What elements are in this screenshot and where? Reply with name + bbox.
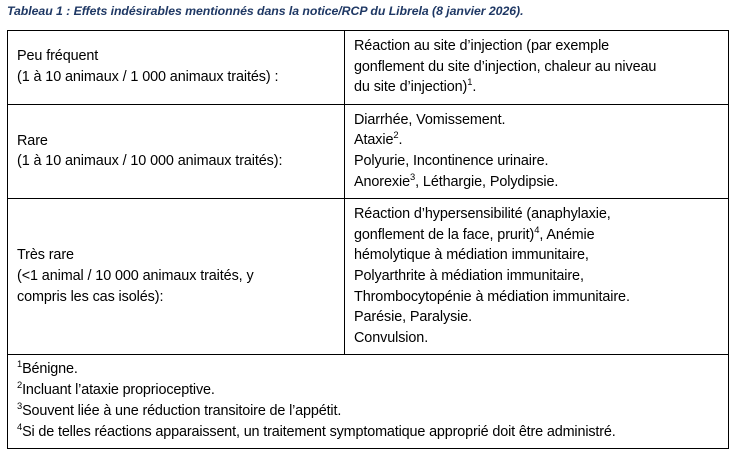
- effect-line: Thrombocytopénie à médiation immunitaire.: [354, 288, 630, 305]
- table-container: [7, 30, 728, 449]
- effect-line: Diarrhée, Vomissement.: [354, 111, 506, 128]
- effect-line: Anorexie$^3$, Léthargie, Polydipsie.: [354, 170, 559, 190]
- frequency-range-line: (1 à 10 animaux / 10 000 animaux traités):: [17, 153, 283, 170]
- table-row: [8, 199, 729, 355]
- effect-line: Polyarthrite à médiation immunitaire,: [354, 267, 584, 284]
- frequency-label-line: Peu fréquent: [17, 48, 99, 65]
- adverse-effects-table: [7, 30, 729, 449]
- frequency-cell-peu-frequent: [8, 31, 345, 105]
- table-row: [8, 104, 729, 198]
- footnote-item: $^3$Souvent liée à une réduction transitoire de l’appétit.: [17, 400, 342, 420]
- effect-line: Convulsion.: [354, 329, 429, 346]
- effect-line: Ataxie$^2$.: [354, 129, 403, 149]
- effect-line: Réaction au site d’injection (par exemple: [354, 38, 610, 54]
- effect-line: du site d’injection)$^1$.: [354, 76, 477, 96]
- frequency-cell-rare: [8, 104, 345, 198]
- footnote-item: $^4$Si de telles réactions apparaissent, un traitement symptomatique approprié doit être administré.: [17, 421, 616, 441]
- effect-line: gonflement de la face, prurit)$^4$, Anémie: [354, 223, 595, 243]
- frequency-range-line: (1 à 10 animaux / 1 000 animaux traités) :: [17, 68, 279, 85]
- effect-line: Polyurie, Incontinence urinaire.: [354, 152, 549, 169]
- effects-cell-peu-frequent: [345, 31, 729, 105]
- effects-cell-rare: [345, 104, 729, 198]
- effect-line: Parésie, Paralysie.: [354, 309, 473, 326]
- effects-cell-tres-rare: [345, 199, 729, 355]
- footnotes-cell: [8, 355, 729, 449]
- effect-line: hémolytique à médiation immunitaire,: [354, 247, 589, 264]
- frequency-label-line: Très rare: [17, 247, 74, 264]
- footnote-item: $^1$Bénigne.: [17, 358, 78, 378]
- frequency-range-line-cont: compris les cas isolés):: [17, 288, 164, 305]
- table-footnotes-row: [8, 355, 729, 449]
- table-row: [8, 31, 729, 105]
- table-caption: Tableau 1 : Effets indésirables mentionnés dans la notice/RCP du Librela (8 janvier 2026).: [7, 4, 524, 18]
- effect-line: Réaction d’hypersensibilité (anaphylaxie,: [354, 206, 611, 223]
- effect-line: gonflement du site d’injection, chaleur au niveau: [354, 58, 657, 75]
- frequency-range-line: (<1 animal / 10 000 animaux traités, y: [17, 267, 254, 284]
- frequency-label-line: Rare: [17, 132, 48, 149]
- frequency-cell-tres-rare: [8, 199, 345, 355]
- footnote-item: $^2$Incluant l’ataxie proprioceptive.: [17, 379, 215, 399]
